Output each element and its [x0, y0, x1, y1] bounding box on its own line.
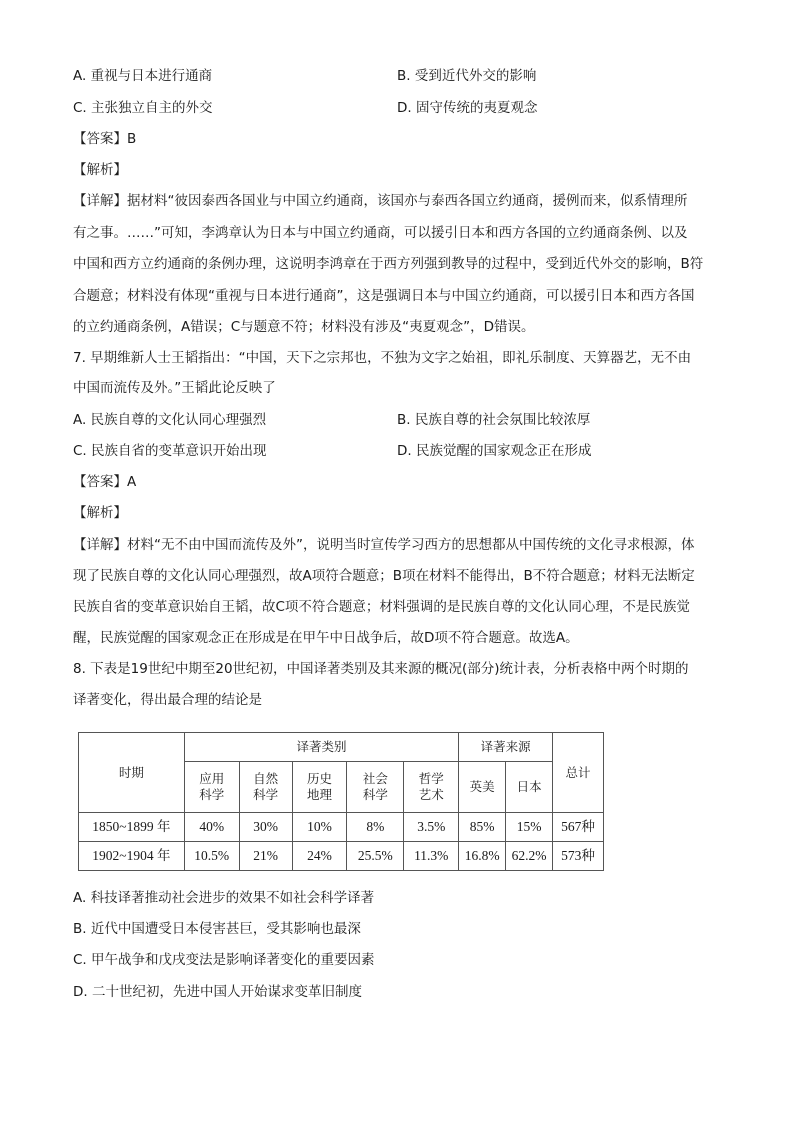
table-cell: 85% — [459, 813, 506, 842]
q7-analysis-label: 【解析】 — [73, 505, 127, 521]
q7-detail-line: 醒，民族觉醒的国家观念正在形成是在甲午中日战争后，故D项不符合题意。故选A。 — [73, 630, 579, 646]
category-cell: 社会 科学 — [347, 762, 404, 813]
table-cell: 30% — [239, 813, 292, 842]
q8-option-a: A. 科技译著推动社会进步的效果不如社会科学译著 — [73, 890, 375, 906]
total-header: 总计 — [553, 733, 604, 813]
category-cell: 历史 地理 — [292, 762, 347, 813]
q7-answer: 【答案】A — [73, 474, 137, 490]
q6-analysis-label: 【解析】 — [73, 162, 127, 178]
category-cell: 自然 科学 — [239, 762, 292, 813]
q8-option-d: D. 二十世纪初，先进中国人开始谋求变革旧制度 — [73, 984, 362, 1000]
q6-option-d: D. 固守传统的夷夏观念 — [397, 100, 538, 116]
q7-option-d: D. 民族觉醒的国家观念正在形成 — [397, 443, 592, 459]
q6-detail-line: 的立约通商条例，A错误；C与题意不符；材料没有涉及“夷夏观念”，D错误。 — [73, 319, 535, 335]
table-cell: 21% — [239, 842, 292, 871]
table-cell: 15% — [506, 813, 553, 842]
q8-option-b: B. 近代中国遭受日本侵害甚巨，受其影响也最深 — [73, 921, 361, 937]
period-cell: 1850~1899 年 — [79, 813, 185, 842]
table-cell: 10.5% — [184, 842, 239, 871]
table-cell: 3.5% — [404, 813, 459, 842]
total-cell: 567种 — [553, 813, 604, 842]
q7-detail-line: 现了民族自尊的文化认同心理强烈，故A项符合题意；B项在材料不能得出，B不符合题意；材料无法断定 — [73, 568, 695, 584]
table-cell: 62.2% — [506, 842, 553, 871]
q6-detail-line: 合题意；材料没有体现“重视与日本进行通商”，这是强调日本与中国立约通商，可以援引日本和西方各国 — [73, 288, 695, 304]
q6-option-c: C. 主张独立自主的外交 — [73, 100, 213, 116]
q6-option-b: B. 受到近代外交的影响 — [397, 68, 537, 84]
q6-detail-line: 中国和西方立约通商的条例办理，这说明李鸿章在于西方列强到教导的过程中，受到近代外交的影响，B符 — [73, 256, 704, 272]
table-cell: 25.5% — [347, 842, 404, 871]
table-cell: 8% — [347, 813, 404, 842]
q7-detail-line: 【详解】材料“无不由中国而流传及外”，说明当时宣传学习西方的思想都从中国传统的文化寻求根源，体 — [73, 537, 695, 553]
table-cell: 11.3% — [404, 842, 459, 871]
table-cell: 24% — [292, 842, 347, 871]
q6-option-a: A. 重视与日本进行通商 — [73, 68, 213, 84]
q6-answer: 【答案】B — [73, 131, 137, 147]
category-cell: 应用 科学 — [184, 762, 239, 813]
period-cell: 1902~1904 年 — [79, 842, 185, 871]
q8-option-c: C. 甲午战争和戊戌变法是影响译著变化的重要因素 — [73, 952, 375, 968]
category-header: 译著类别 — [184, 733, 458, 762]
category-cell: 哲学 艺术 — [404, 762, 459, 813]
table-cell: 16.8% — [459, 842, 506, 871]
table-cell: 40% — [184, 813, 239, 842]
total-cell: 573种 — [553, 842, 604, 871]
source-cell: 日本 — [506, 762, 553, 813]
source-cell: 英美 — [459, 762, 506, 813]
q7-option-c: C. 民族自省的变革意识开始出现 — [73, 443, 267, 459]
q8-stem-line: 8. 下表是19世纪中期至20世纪初，中国译著类别及其来源的概况(部分)统计表，分析表格中两个时期的 — [73, 661, 689, 677]
period-header: 时期 — [79, 733, 185, 813]
q6-detail-line: 有之事。……”可知，李鸿章认为日本与中国立约通商，可以援引日本和西方各国的立约通商条例、以及 — [73, 225, 688, 241]
q7-option-b: B. 民族自尊的社会氛围比较浓厚 — [397, 412, 591, 428]
q7-stem-line: 7. 早期维新人士王韬指出：“中国，天下之宗邦也，不独为文字之始祖，即礼乐制度、天算器艺，无不由 — [73, 350, 692, 366]
table-cell: 10% — [292, 813, 347, 842]
translation-stats-table — [78, 732, 604, 871]
q6-detail-line: 【详解】据材料“彼因泰西各国业与中国立约通商，该国亦与泰西各国立约通商，援例而来，似系情理所 — [73, 193, 688, 209]
q8-stem-line: 译著变化，得出最合理的结论是 — [73, 692, 262, 708]
q7-stem-line: 中国而流传及外。”王韬此论反映了 — [73, 380, 276, 396]
q7-option-a: A. 民族自尊的文化认同心理强烈 — [73, 412, 267, 428]
source-header: 译著来源 — [459, 733, 553, 762]
q7-detail-line: 民族自省的变革意识始自王韬，故C项不符合题意；材料强调的是民族自尊的文化认同心理，不是民族觉 — [73, 599, 690, 615]
